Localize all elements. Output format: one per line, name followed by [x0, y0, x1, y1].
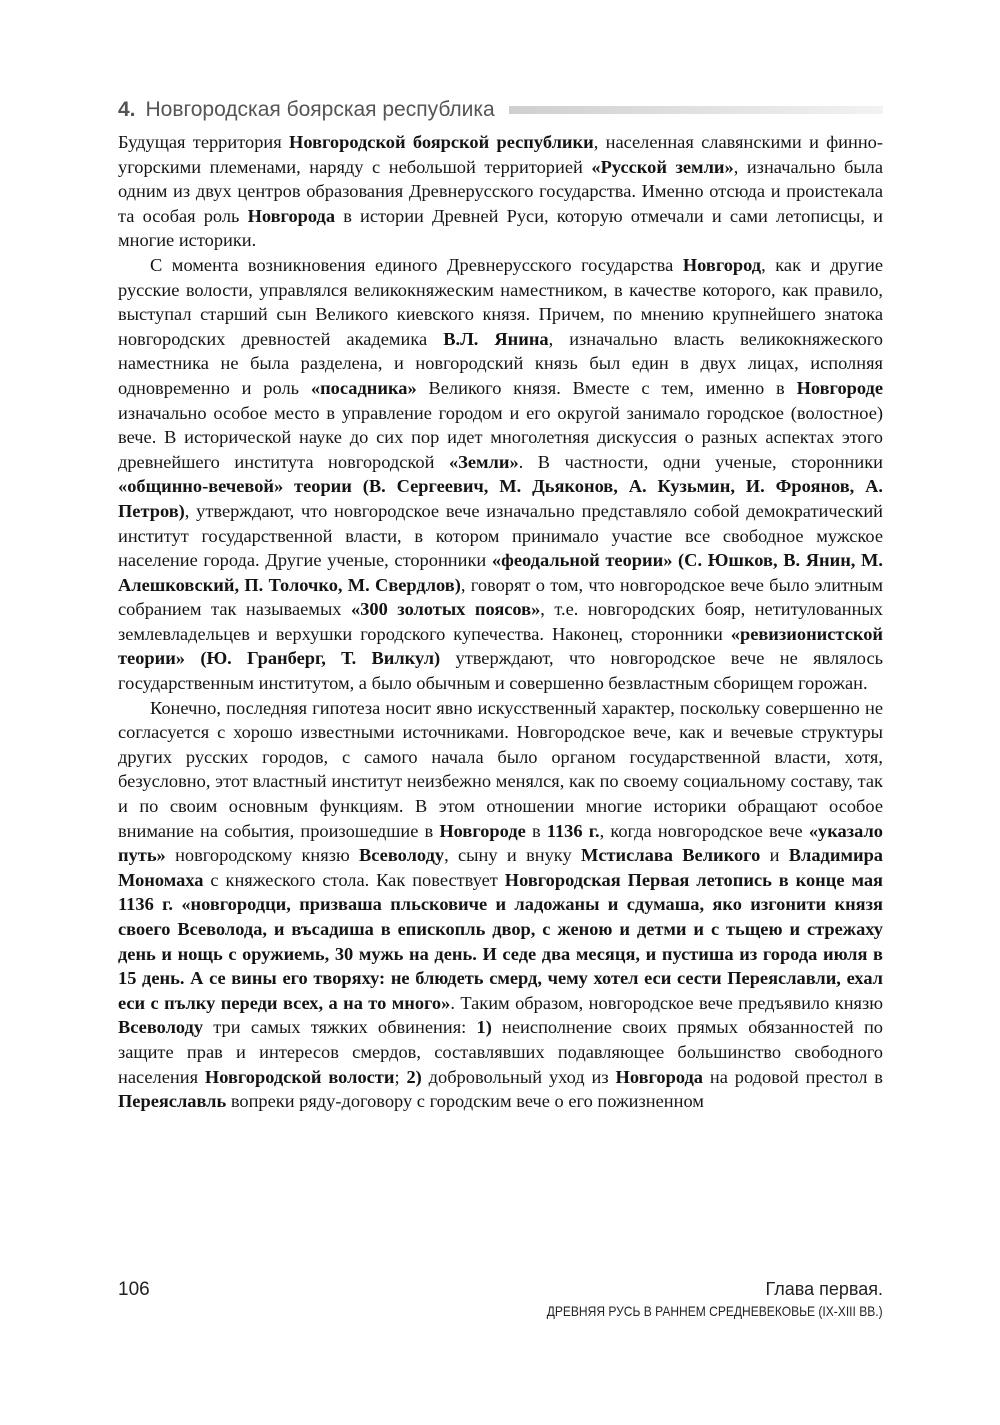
page-number: 106: [118, 1279, 150, 1300]
text-run: вопреки ряду-договору с городским вече о его пожизненном: [226, 1091, 704, 1112]
bold-run: Новгородской боярской республики: [289, 132, 594, 152]
bold-run: Новгород: [682, 254, 762, 275]
bold-run: «300 золотых поясов»: [351, 599, 541, 620]
text-run: Конечно, последняя гипотеза носит явно искусственный характер, поскольку совершенно не согласуется с хорошо известными источниками. Новгородское вече, как и вечевые структуры других русских городов, с самого начала было органом государственной власти, хотя, безусловно, этот властный институт неизбежно менялся, как по своему социальному составу, так и по своим основным функциям. В этом отношении многие историки обращают особое внимание на события, произошедшие в: [118, 697, 883, 841]
text-run: , говорят о том, что новгородское вече было элитным собранием так называемых: [118, 574, 884, 620]
bold-run: «ревизионистской теории» (Ю. Гранберг, Т. Вилкул): [118, 623, 883, 669]
text-run: , как и другие русские волости, управлялся великокняжеским наместником, в качестве которого, как правило, выступал старший сын Великого киевского князя. Причем, по мнению крупнейшего знатока новгородских древностей академика: [118, 254, 883, 349]
text-run: три самых тяжких обвинения:: [203, 1017, 477, 1038]
text-run: [772, 870, 779, 890]
text-run: с княжеского стола. Как повествует: [203, 869, 505, 890]
text-run: С момента возникновения единого Древнерусского государства: [150, 254, 683, 275]
text-run: , когда новгородское вече: [599, 820, 809, 841]
text-run: . В частности, одни ученые, сторонники: [518, 451, 883, 472]
page: [118, 90, 883, 1114]
bold-run: 1): [476, 1017, 492, 1038]
text-run: , сыну и внуку: [444, 845, 581, 866]
bold-run: «посадника»: [310, 377, 417, 398]
text-run: ;: [394, 1066, 407, 1087]
text-run: , изначально была одним из двух центров образования Древнерусского государства. Именно отсюда и проистекала та особая роль: [118, 156, 883, 226]
bold-run: «Русской земли»: [591, 156, 734, 177]
text-run: , утверждают, что новгородское вече изначально представляло собой демократический институт государственной власти, в котором принимало участие все свободное мужское население города. Другие ученые, сторонники: [118, 500, 883, 571]
section-heading: [118, 90, 883, 130]
bold-run: 1136 г.: [546, 820, 600, 841]
section-number: 4.: [118, 98, 136, 121]
text-run: Великого князя. Вместе с тем, именно в: [416, 377, 797, 398]
bold-run: Владимира Мономаха: [118, 845, 883, 890]
bold-run: Новгорода: [615, 1066, 704, 1087]
section-title: Новгородская боярская республика: [145, 98, 495, 121]
text-run: . Таким образом, новгородское вече предъявило князю: [450, 992, 883, 1013]
bold-run: «Земли»: [448, 451, 519, 472]
bold-run: Новгороде: [439, 820, 526, 841]
text-run: , изначально власть великокняжеского наместника не была разделена, и новгородский князь был един в двух лицах, исполняя одновременно и роль: [118, 328, 883, 398]
bold-run: Новгородская Первая летопись: [504, 869, 772, 890]
bold-run: «феодальной теории» (С. Юшков, В. Янин, М. Алешковский, П. Толочко, М. Свердлов): [118, 550, 883, 595]
bold-run: «указало путь»: [118, 820, 883, 866]
bold-run: Переяславль: [118, 1091, 227, 1112]
bold-run: Новгороде: [796, 377, 883, 398]
text-run: утверждают, что новгородское вече не являлось государственным институтом, а было обычным и совершенно безвластным сборищем горожан.: [118, 648, 884, 694]
bold-run: Всеволоду: [359, 845, 445, 866]
chapter-title: Глава первая.: [765, 1279, 883, 1299]
text-run: , т.е. новгородских бояр, нетитулованных землевладельцев и верхушки городского купечества. Наконец, сторонники: [118, 599, 883, 644]
bold-run: «новгородци, призваша пльсковиче и ладожаны и сдумаша, яко изгонити князя своего Всеволода, и въсадиша в епископль двор, с женою и детми и с тьщею и стрежаху день и нощь с оружиемь, 30 мужь на день. И седе два месяця, и пустиша из города июля в 15 день. А се вины его творяху: не блюдеть смерд, чему хотел еси сести Переяславли, ехал еси с пълку переди всех, а на то много»: [118, 894, 883, 1013]
text-run: неисполнение своих прямых обязанностей по защите прав и интересов смердов, составлявших подавляющее большинство свободного населения: [118, 1017, 883, 1087]
text-run: в истории Древней Руси, которую отмечали и сами летописцы, и многие историки.: [118, 205, 883, 251]
heading-rule: [509, 106, 883, 114]
paragraph-2: [118, 253, 883, 696]
chapter-subtitle: ДРЕВНЯЯ РУСЬ В РАННЕМ СРЕДНЕВЕКОВЬЕ (IX-XIII ВВ.): [547, 1303, 883, 1319]
text-run: на родовой престол в: [703, 1066, 883, 1087]
text-run: изначально особое место в управление городом и его округой занимало городское (волостное) вече. В исторической науке до сих пор идет многолетняя дискуссия о разных аспектах этого древнейшего института новгородской: [118, 402, 883, 472]
bold-run: «общинно-вечевой» теории (В. Сергеевич, М. Дьяконов, А. Кузьмин, И. Фроянов, А. Петров): [118, 476, 883, 521]
text-run: новгородскому князю: [165, 845, 360, 866]
body-text: [118, 130, 883, 1114]
text-run: добровольный уход из: [421, 1066, 616, 1087]
bold-run: 2): [406, 1066, 422, 1087]
text-run: Будущая территория: [118, 132, 290, 152]
text-run: , населенная славянскими и финно-угорскими племенами, наряду с небольшой территорией: [118, 132, 884, 177]
bold-run: В.Л. Янина: [443, 328, 549, 349]
bold-run: Новгорода: [247, 205, 336, 226]
paragraph-3: [118, 696, 883, 1114]
running-chapter-title: [492, 1277, 883, 1321]
bold-run: Всеволоду: [118, 1017, 204, 1038]
text-run: и: [760, 845, 789, 866]
text-run: в: [525, 820, 547, 841]
bold-run: Новгородской волости: [204, 1066, 395, 1087]
bold-run: Мстислава Великого: [581, 845, 761, 866]
bold-run: в конце мая 1136 г.: [118, 869, 884, 915]
paragraph-1: [118, 130, 883, 253]
